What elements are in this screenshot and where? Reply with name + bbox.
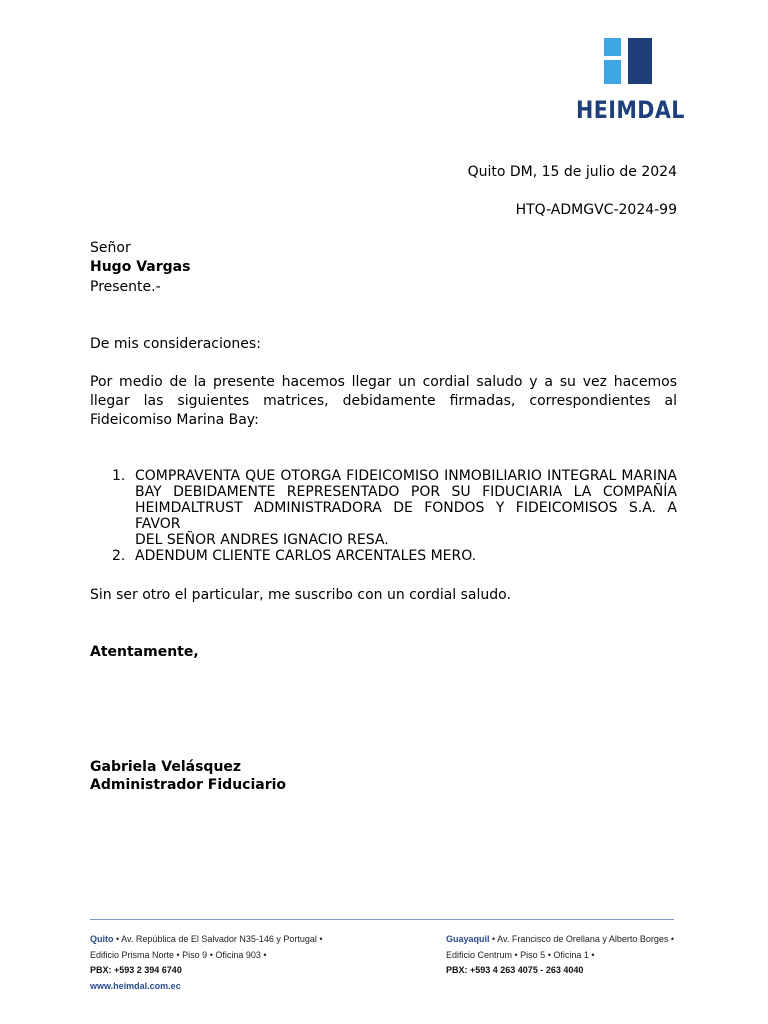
list-item [90,468,677,548]
footer-quito-line2: Edificio Prisma Norte • Piso 9 • Oficina 903 • [90,949,267,960]
heimdal-logo-mark [576,36,680,96]
intro-paragraph [90,373,677,430]
list-item-line: COMPRAVENTA QUE OTORGA FIDEICOMISO INMOBILIARIO INTEGRAL MARINA [135,468,677,484]
list-item-number: 2. [112,548,126,564]
intro-line: Por medio de la presente hacemos llegar un cordial saludo y a su vez hacemos [90,374,677,390]
brand-name: HEIMDAL [576,96,685,124]
footer-website-link[interactable]: www.heimdal.com.ec [90,980,181,991]
matrices-list [90,468,677,564]
footer-quito-pbx: PBX: +593 2 394 6740 [90,965,182,975]
greeting: De mis consideraciones: [90,336,261,352]
place-date: Quito DM, 15 de julio de 2024 [467,164,677,180]
presente: Presente.- [90,279,161,295]
signer-name: Gabriela Velásquez [90,759,242,775]
footer-guayaquil-address [446,932,674,948]
footer-city-quito: Quito [90,934,114,944]
list-item-line: ADENDUM CLIENTE CARLOS ARCENTALES MERO. [135,548,477,564]
valediction: Atentamente, [90,644,199,660]
closing-line: Sin ser otro el particular, me suscribo con un cordial saludo. [90,587,511,603]
footer-guayaquil-line1: • Av. Francisco de Orellana y Alberto Borges • [489,934,675,944]
intro-line: Fideicomiso Marina Bay: [90,412,259,428]
reference-number: HTQ-ADMGVC-2024-99 [515,202,677,218]
footer-guayaquil [446,932,674,979]
list-item [90,548,677,564]
list-item-line: BAY DEBIDAMENTE REPRESENTADO POR SU FIDUCIARIA LA COMPAÑÍA [135,484,677,500]
list-item-line: DEL SEÑOR ANDRES IGNACIO RESA. [135,532,389,548]
footer-guayaquil-pbx: PBX: +593 4 263 4075 - 263 4040 [446,965,584,975]
footer-quito-line1: • Av. República de El Salvador N35-146 y Portugal • [113,934,323,944]
intro-line: llegar las siguientes matrices, debidamente firmadas, correspondientes al [90,393,677,409]
list-item-number: 1. [112,468,126,484]
list-item-line: HEIMDALTRUST ADMINISTRADORA DE FONDOS Y FIDEICOMISOS S.A. A FAVOR [135,500,677,532]
recipient-name: Hugo Vargas [90,259,191,275]
signer-title: Administrador Fiduciario [90,777,287,793]
salutation-title: Señor [90,240,131,256]
heimdal-logo [576,36,685,126]
footer-quito [90,932,323,994]
footer-divider [90,919,674,920]
footer-guayaquil-line2: Edificio Centrum • Piso 5 • Oficina 1 • [446,949,595,960]
footer-city-guayaquil: Guayaquil [446,934,490,944]
footer-quito-address [90,932,323,948]
